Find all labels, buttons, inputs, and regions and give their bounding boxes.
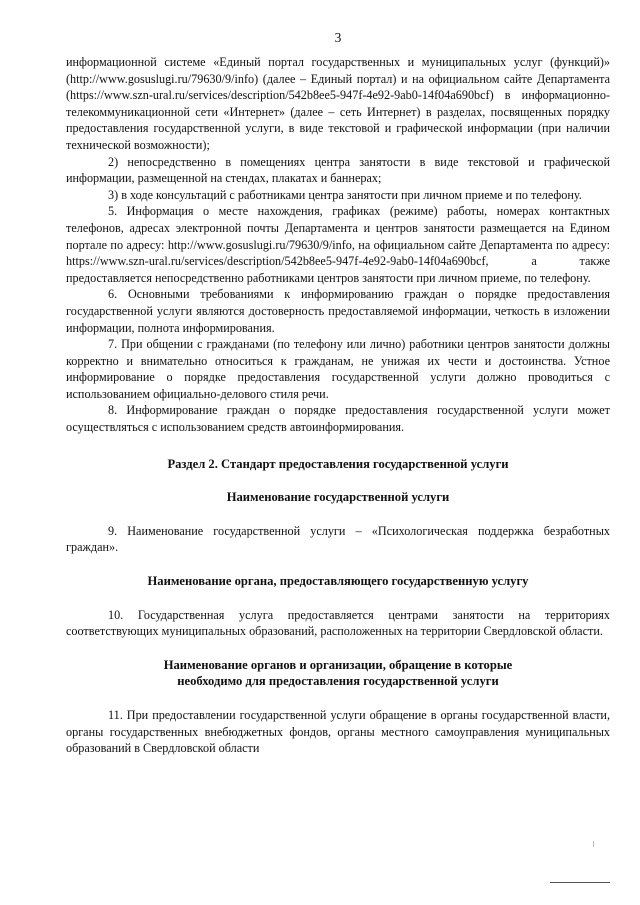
paragraph-9: 9. Наименование государственной услуги – «Психологическая поддержка безработных граждан». — [66, 523, 610, 555]
paragraph-6: 6. Основными требованиями к информированию граждан о порядке предоставления государственной услуги являются достоверность предоставляемой информации, четкость в изложении информации, полнота информирования. — [66, 287, 610, 335]
paragraph-5: 5. Информация о месте нахождения, графиках (режиме) работы, номерах контактных телефонов, адресах электронной почты Департамента и центров занятости размещается на Едином портале по адресу: http://www.gosuslugi.ru/79630/9/info, на официальном сайте Департамента по адресу: https://www.szn-ural.ru/services/description/542b8ee5-947f-4e92-9ab0-14f04a690bcf, а также предоставляется непосредственно работниками центров занятости при личном приеме, по телефону. — [66, 204, 610, 285]
footer-rule — [550, 882, 610, 883]
heading-orgs-line2: необходимо для предоставления государственной услуги — [177, 674, 499, 689]
paragraph-10: 10. Государственная услуга предоставляется центрами занятости на территориях соответствующих муниципальных образований, расположенных на территории Свердловской области. — [66, 607, 610, 639]
paragraph-7: 7. При общении с гражданами (по телефону или лично) работники центров занятости должны корректно и внимательно относиться к гражданам, не унижая их чести и достоинства. Устное информирование о порядке предоставления государственной услуги должно проводиться с использованием официально-делового стиля речи. — [66, 337, 610, 401]
page-number: 3 — [334, 30, 342, 45]
paragraph-continuation: информационной системе «Единый портал государственных и муниципальных услуг (функций)» (http://www.gosuslugi.ru/79630/9/info) (далее – Единый портал) и на официальном сайте Департамента (https://www.szn-ural.ru/services/description/542b8ee5-947f-4e92-9ab0-14f04a690bcf) в информационно-телекоммуникационной сети «Интернет» (далее – сеть Интернет) в разделах, посвященных порядку предоставления государственной услуги, в виде текстовой и графической информации (при наличии технической возможности); — [66, 55, 610, 152]
section-title: Раздел 2. Стандарт предоставления государственной услуги — [167, 456, 509, 471]
heading-service-name: Наименование государственной услуги — [226, 490, 450, 505]
paragraph-item-3: 3) в ходе консультаций с работниками центра занятости при личном приеме и по телефону. — [108, 187, 582, 202]
heading-agency: Наименование органа, предоставляющего государственную услугу — [147, 574, 529, 589]
heading-orgs-line1: Наименование органов и организации, обращение в которые — [163, 657, 513, 672]
paragraph-8: 8. Информирование граждан о порядке предоставления государственной услуги может осуществляться с использованием средств автоинформирования. — [66, 403, 610, 435]
paragraph-item-2: 2) непосредственно в помещениях центра занятости в виде текстовой и графической информации, размещенной на стендах, плакатах и баннерах; — [66, 154, 610, 186]
paragraph-11: 11. При предоставлении государственной услуги обращение в органы государственной власти, органы государственных внебюджетных фондов, органы местного самоуправления муниципальных образований в Свердловской области — [66, 708, 610, 756]
scan-mark — [593, 841, 594, 847]
